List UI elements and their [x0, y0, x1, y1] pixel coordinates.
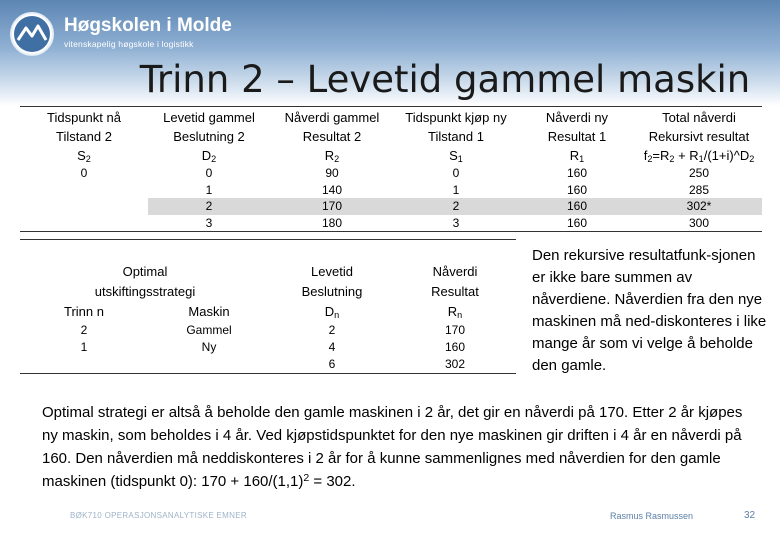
title-divider [20, 106, 762, 107]
table-cell: 1 [80, 340, 88, 354]
col-header-tidspunkt-na: Tidspunkt nå Tilstand 2 $S_2$ [47, 110, 121, 164]
table-row [20, 356, 516, 374]
table-cell: 3 [148, 215, 270, 232]
table-cell [20, 182, 148, 199]
table-cell: 302* [636, 198, 762, 215]
table-cell: 180 [270, 215, 394, 232]
strategy-table [20, 262, 516, 374]
col-header-optimal-strategy: Optimal utskiftingsstrategi [94, 264, 196, 299]
col-header-naverdi: Nåverdi Resultat $R_n$ [431, 264, 479, 320]
table-cell: 160 [566, 166, 588, 180]
table-cell [148, 356, 270, 374]
logo-subtitle: vitenskapelig høgskole i logistikk [64, 39, 194, 49]
table-cell: 302 [394, 356, 516, 374]
table-cell: Gammel [186, 323, 232, 337]
table-cell: 285 [688, 182, 710, 197]
table-cell: 160 [444, 340, 466, 354]
col-header-trinn: Trinn n [64, 304, 104, 319]
table-cell: 90 [325, 166, 339, 180]
summary-paragraph: Optimal strategi er altså å beholde den gamle maskinen i 2 år, det gir en nåverdi på 170. Etter 2 år kjøpes ny maskin, som beholdes i 4 år. Ved kjøpstidspunktet for den nye maskinen gir driften i 4 år en nåverdi på 160. Den nåverdien må neddiskonteres i 2 år for å kunne sammenlignes med nåverdien for den gamle maskinen (tidspunkt 0): $170 + 160/(1,1)^2 = 302$. [42, 404, 743, 490]
col-header-naverdi-gammel: Nåverdi gammel Resultat 2 $R_2$ [284, 110, 380, 164]
table-cell: 2 [394, 198, 518, 215]
table-cell: 140 [321, 182, 343, 197]
table-cell: 250 [688, 166, 710, 180]
table-cell: 160 [518, 198, 636, 215]
college-logo-icon [10, 12, 54, 56]
table-divider [20, 239, 516, 240]
table-cell: 3 [394, 215, 518, 232]
table-header-row [20, 108, 762, 165]
stage2-table [20, 108, 762, 232]
col-header-levetid-gammel: Levetid gammel Beslutning 2 $D_2$ [163, 110, 255, 164]
page-number: 32 [744, 510, 756, 521]
table-cell: 0 [452, 166, 460, 180]
table-row [20, 182, 762, 199]
slide-title: Trinn 2 – Levetid gammel maskin [139, 58, 751, 101]
table-cell: 1 [452, 182, 460, 197]
table-cell: 300 [636, 215, 762, 232]
table-cell [20, 198, 148, 215]
footer-author: Rasmus Rasmussen [610, 511, 694, 521]
table-cell: 0 [205, 166, 213, 180]
table-cell: 2 [148, 198, 270, 215]
table-cell: 0 [80, 166, 88, 180]
col-header-maskin: Maskin [188, 304, 230, 319]
logo-name: Høgskolen i Molde [64, 15, 232, 36]
recursion-note: Den rekursive resultatfunk-sjonen er ikke bare summen av nåverdiene. Nåverdien fra den nye maskinen må ned-diskonteres i like mange år som vi velge å beholde den gamle. [532, 247, 767, 374]
col-header-tidspunkt-kjop-ny: Tidspunkt kjøp ny Tilstand 1 $S_1$ [405, 110, 507, 164]
table-cell [20, 356, 148, 374]
table-row-optimal [20, 198, 762, 215]
col-header-naverdi-ny: Nåverdi ny Resultat 1 $R_1$ [545, 110, 609, 164]
table-header-row [20, 262, 516, 302]
col-header-levetid: Levetid Beslutning $D_n$ [301, 264, 363, 320]
table-row [20, 215, 762, 232]
table-row [20, 322, 516, 339]
table-cell: 2 [328, 323, 336, 337]
table-cell: Ny [201, 340, 217, 354]
table-cell: 1 [205, 182, 213, 197]
table-cell: 4 [328, 340, 336, 354]
table-cell: 2 [80, 323, 88, 337]
table-row [20, 165, 762, 182]
table-row [20, 339, 516, 356]
col-header-total-naverdi: Total nåverdi Rekursivt resultat $f_2=R_2$ + $R_1/(1+i)\^{}D_2$ [643, 110, 755, 164]
table-cell: 160 [566, 182, 588, 197]
footer-course: BØK710 OPERASJONSANALYTISKE EMNER [70, 511, 247, 520]
table-cell: 160 [518, 215, 636, 232]
table-cell: 170 [270, 198, 394, 215]
table-cell [20, 215, 148, 232]
table-cell: 6 [270, 356, 394, 374]
table-cell: 170 [444, 323, 466, 337]
